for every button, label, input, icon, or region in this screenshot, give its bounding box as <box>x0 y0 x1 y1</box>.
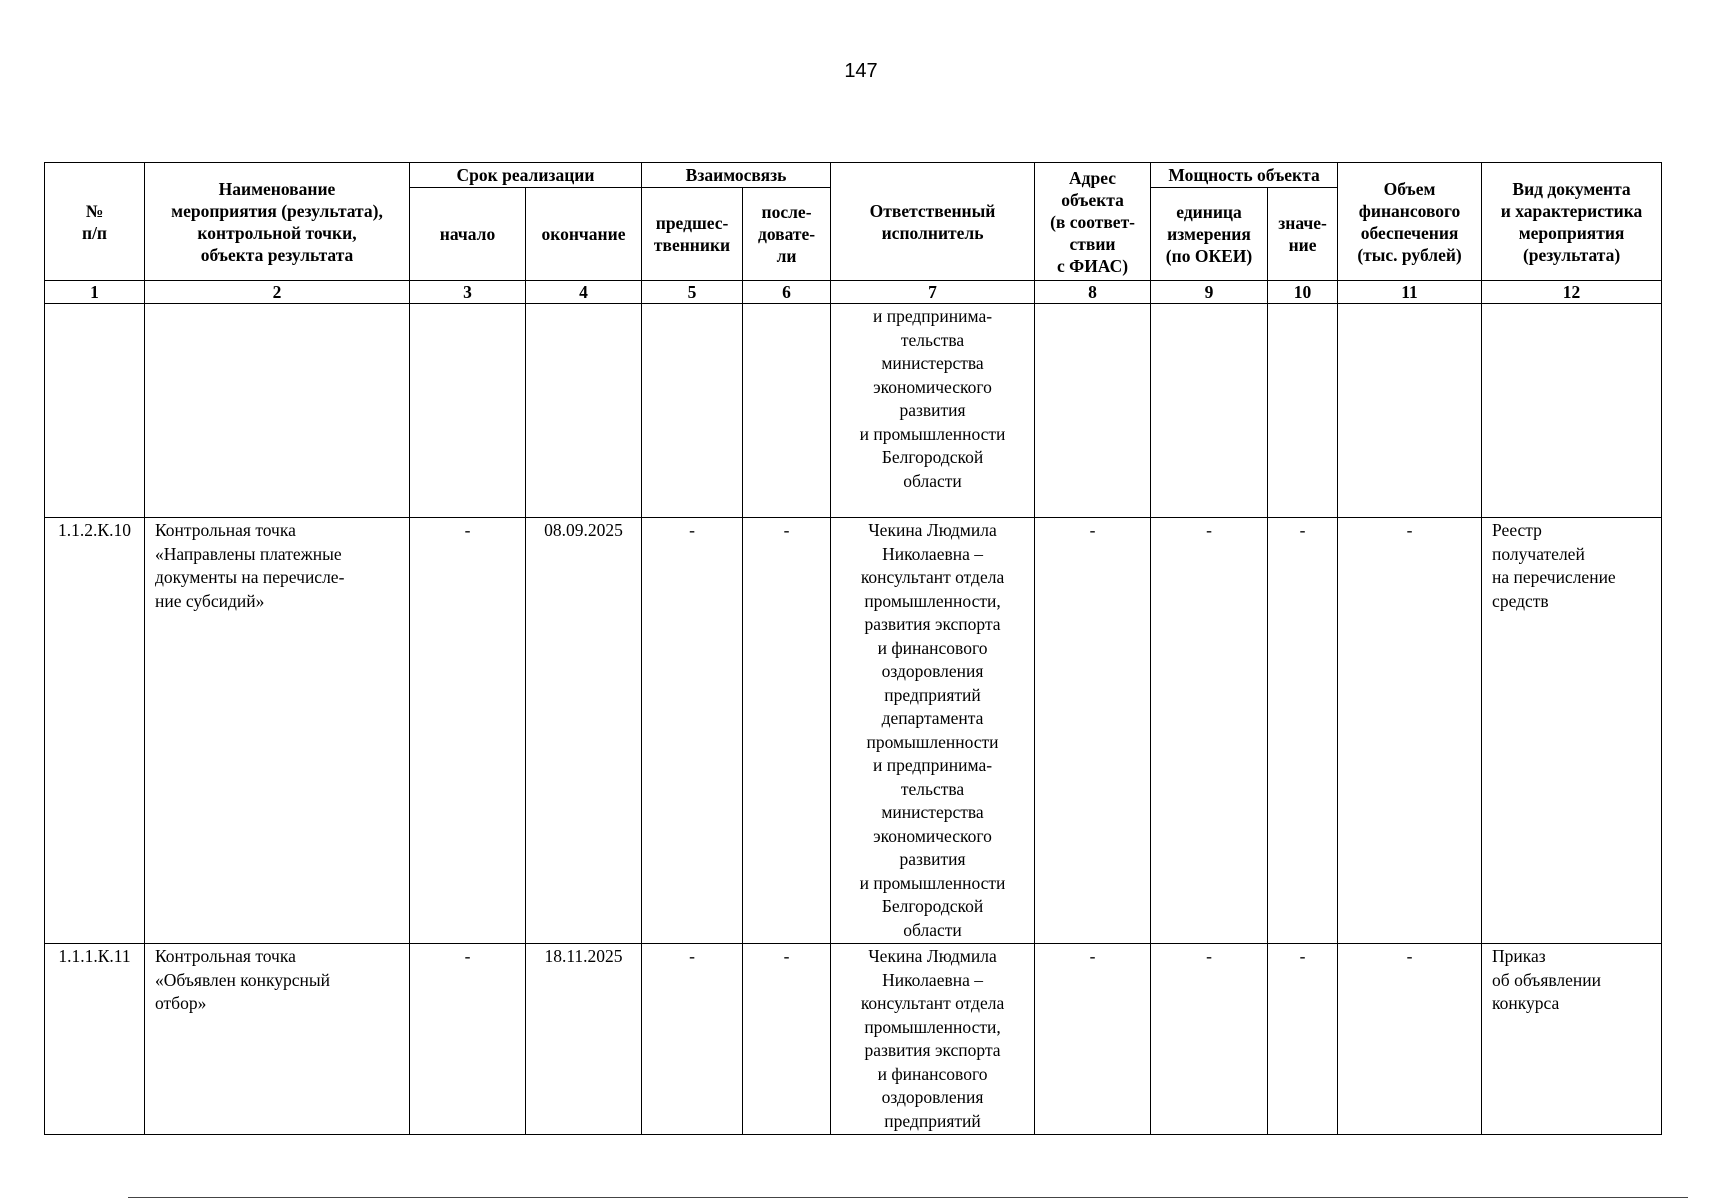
cell-predecessors <box>642 304 743 518</box>
table-row <box>45 944 1662 1135</box>
header-power: Мощность объекта <box>1151 163 1338 188</box>
header-power-value: значе- ние <box>1268 188 1338 281</box>
column-number: 10 <box>1268 281 1338 304</box>
cell-num: 1.1.1.К.11 <box>45 944 145 1135</box>
column-number: 2 <box>145 281 410 304</box>
cell-responsible: Чекина Людмила Николаевна – консультант отдела промышленности, развития экспорта и финансового оздоровления предприятий <box>831 944 1035 1135</box>
header-power-unit: единица измерения (по ОКЕИ) <box>1151 188 1268 281</box>
header-name: Наименование мероприятия (результата), контрольной точки, объекта результата <box>145 163 410 281</box>
cell-name <box>145 304 410 518</box>
column-number: 1 <box>45 281 145 304</box>
cell-name: Контрольная точка «Направлены платежные документы на перечисле- ние субсидий» <box>145 518 410 944</box>
column-numbers-row <box>45 281 1662 304</box>
cell-predecessors: - <box>642 944 743 1135</box>
cell-address <box>1035 304 1151 518</box>
cell-unit: - <box>1151 944 1268 1135</box>
cell-successors: - <box>743 944 831 1135</box>
cell-value: - <box>1268 944 1338 1135</box>
header-link-predecessors: предшес- твенники <box>642 188 743 281</box>
cell-end <box>526 304 642 518</box>
header-term: Срок реализации <box>410 163 642 188</box>
header-address: Адрес объекта (в соответ- ствии с ФИАС) <box>1035 163 1151 281</box>
cell-num <box>45 304 145 518</box>
cell-start: - <box>410 518 526 944</box>
cell-successors: - <box>743 518 831 944</box>
column-number: 8 <box>1035 281 1151 304</box>
column-number: 6 <box>743 281 831 304</box>
cell-value: - <box>1268 518 1338 944</box>
page-number: 147 <box>844 60 878 82</box>
cell-start <box>410 304 526 518</box>
cell-address: - <box>1035 944 1151 1135</box>
header-finance: Объем финансового обеспечения (тыс. рублей) <box>1338 163 1482 281</box>
cell-address: - <box>1035 518 1151 944</box>
header-term-end: окончание <box>526 188 642 281</box>
header-responsible: Ответственный исполнитель <box>831 163 1035 281</box>
header-term-start: начало <box>410 188 526 281</box>
cell-successors <box>743 304 831 518</box>
column-number: 9 <box>1151 281 1268 304</box>
column-number: 3 <box>410 281 526 304</box>
cell-value <box>1268 304 1338 518</box>
cell-unit: - <box>1151 518 1268 944</box>
table-row <box>45 518 1662 944</box>
cell-unit <box>1151 304 1268 518</box>
cell-name: Контрольная точка «Объявлен конкурсный отбор» <box>145 944 410 1135</box>
cell-document <box>1482 304 1662 518</box>
cell-finance: - <box>1338 518 1482 944</box>
header-link-successors: после- довате- ли <box>743 188 831 281</box>
column-number: 12 <box>1482 281 1662 304</box>
cell-responsible: и предпринима- тельства министерства экономического развития и промышленности Белгородской области <box>831 304 1035 518</box>
cell-end: 18.11.2025 <box>526 944 642 1135</box>
cell-finance: - <box>1338 944 1482 1135</box>
cell-responsible: Чекина Людмила Николаевна – консультант отдела промышленности, развития экспорта и финансового оздоровления предприятий департамента промышленности и предпринима- тельства министерства экономического развития и промышленности Белгородской области <box>831 518 1035 944</box>
cell-document: Приказ об объявлении конкурса <box>1482 944 1662 1135</box>
cell-start: - <box>410 944 526 1135</box>
cell-finance <box>1338 304 1482 518</box>
header-row-top <box>45 163 1662 188</box>
header-document: Вид документа и характеристика мероприятия (результата) <box>1482 163 1662 281</box>
column-number: 7 <box>831 281 1035 304</box>
page-bottom-rule <box>128 1197 1688 1198</box>
table-row <box>45 304 1662 518</box>
cell-end: 08.09.2025 <box>526 518 642 944</box>
column-number: 11 <box>1338 281 1482 304</box>
cell-document: Реестр получателей на перечисление средств <box>1482 518 1662 944</box>
column-number: 5 <box>642 281 743 304</box>
header-num: № п/п <box>45 163 145 281</box>
cell-predecessors: - <box>642 518 743 944</box>
header-link: Взаимосвязь <box>642 163 831 188</box>
plan-table <box>44 162 1662 1135</box>
cell-num: 1.1.2.К.10 <box>45 518 145 944</box>
column-number: 4 <box>526 281 642 304</box>
